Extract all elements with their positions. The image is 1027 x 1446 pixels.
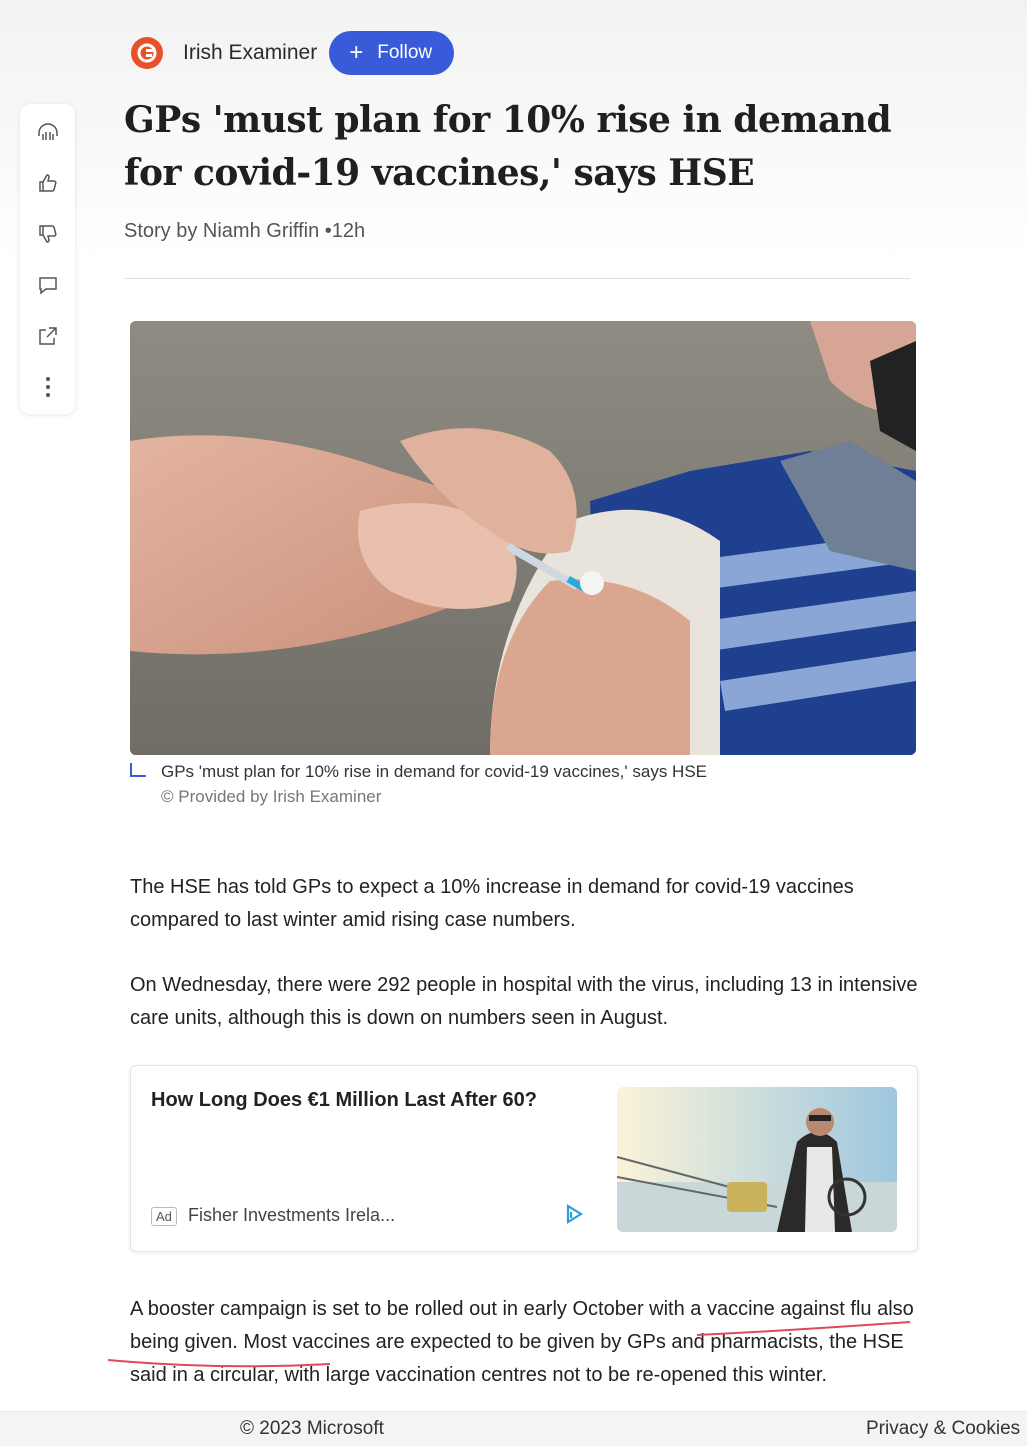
action-rail bbox=[20, 104, 75, 414]
follow-label: Follow bbox=[377, 42, 433, 63]
article-paragraph: A booster campaign is set to be rolled out in early October with a vaccine against flu also being given. Most vaccines are expected to be given by GPs and pharmacists, the HSE said in a circular, with large vaccination centres not to be re-opened this winter. bbox=[130, 1298, 914, 1386]
ad-title[interactable]: How Long Does €1 Million Last After 60? bbox=[151, 1089, 537, 1111]
publisher-header bbox=[131, 31, 454, 75]
ad-badge: Ad bbox=[151, 1207, 177, 1226]
page-footer bbox=[0, 1411, 1027, 1446]
article-byline: Story by Niamh Griffin •12h bbox=[124, 220, 366, 242]
ad-card[interactable] bbox=[130, 1065, 918, 1252]
comment-icon[interactable] bbox=[35, 272, 61, 298]
article-headline: GPs 'must plan for 10% rise in demand for covid-19 vaccines,' says HSE bbox=[124, 99, 892, 194]
more-icon[interactable] bbox=[35, 374, 61, 400]
plus-icon: + bbox=[349, 39, 364, 66]
ad-choices-icon[interactable] bbox=[563, 1203, 585, 1230]
share-icon[interactable] bbox=[35, 323, 61, 349]
caption-marker bbox=[130, 763, 146, 777]
ad-source[interactable]: Fisher Investments Irela... bbox=[188, 1205, 396, 1225]
ad-image[interactable] bbox=[617, 1087, 897, 1232]
article-paragraph: On Wednesday, there were 292 people in hospital with the virus, including 13 in intensive care units, although this is down on numbers seen in August. bbox=[130, 974, 918, 1029]
follow-button[interactable] bbox=[329, 31, 454, 75]
header-divider bbox=[124, 278, 910, 279]
article-paragraph: The HSE has told GPs to expect a 10% increase in demand for covid-19 vaccines compared to last winter amid rising case numbers. bbox=[130, 876, 854, 931]
publisher-logo[interactable] bbox=[131, 37, 163, 69]
headphones-icon[interactable] bbox=[35, 119, 61, 145]
copyright-text: © 2023 Microsoft bbox=[240, 1418, 384, 1439]
publisher-name[interactable]: Irish Examiner bbox=[183, 41, 318, 64]
thumbs-up-icon[interactable] bbox=[35, 170, 61, 196]
article-hero-image[interactable] bbox=[130, 321, 916, 755]
image-caption: GPs 'must plan for 10% rise in demand for covid-19 vaccines,' says HSE bbox=[161, 762, 708, 781]
thumbs-down-icon[interactable] bbox=[35, 221, 61, 247]
image-credit: © Provided by Irish Examiner bbox=[161, 787, 382, 806]
privacy-link[interactable]: Privacy & Cookies bbox=[866, 1418, 1021, 1439]
